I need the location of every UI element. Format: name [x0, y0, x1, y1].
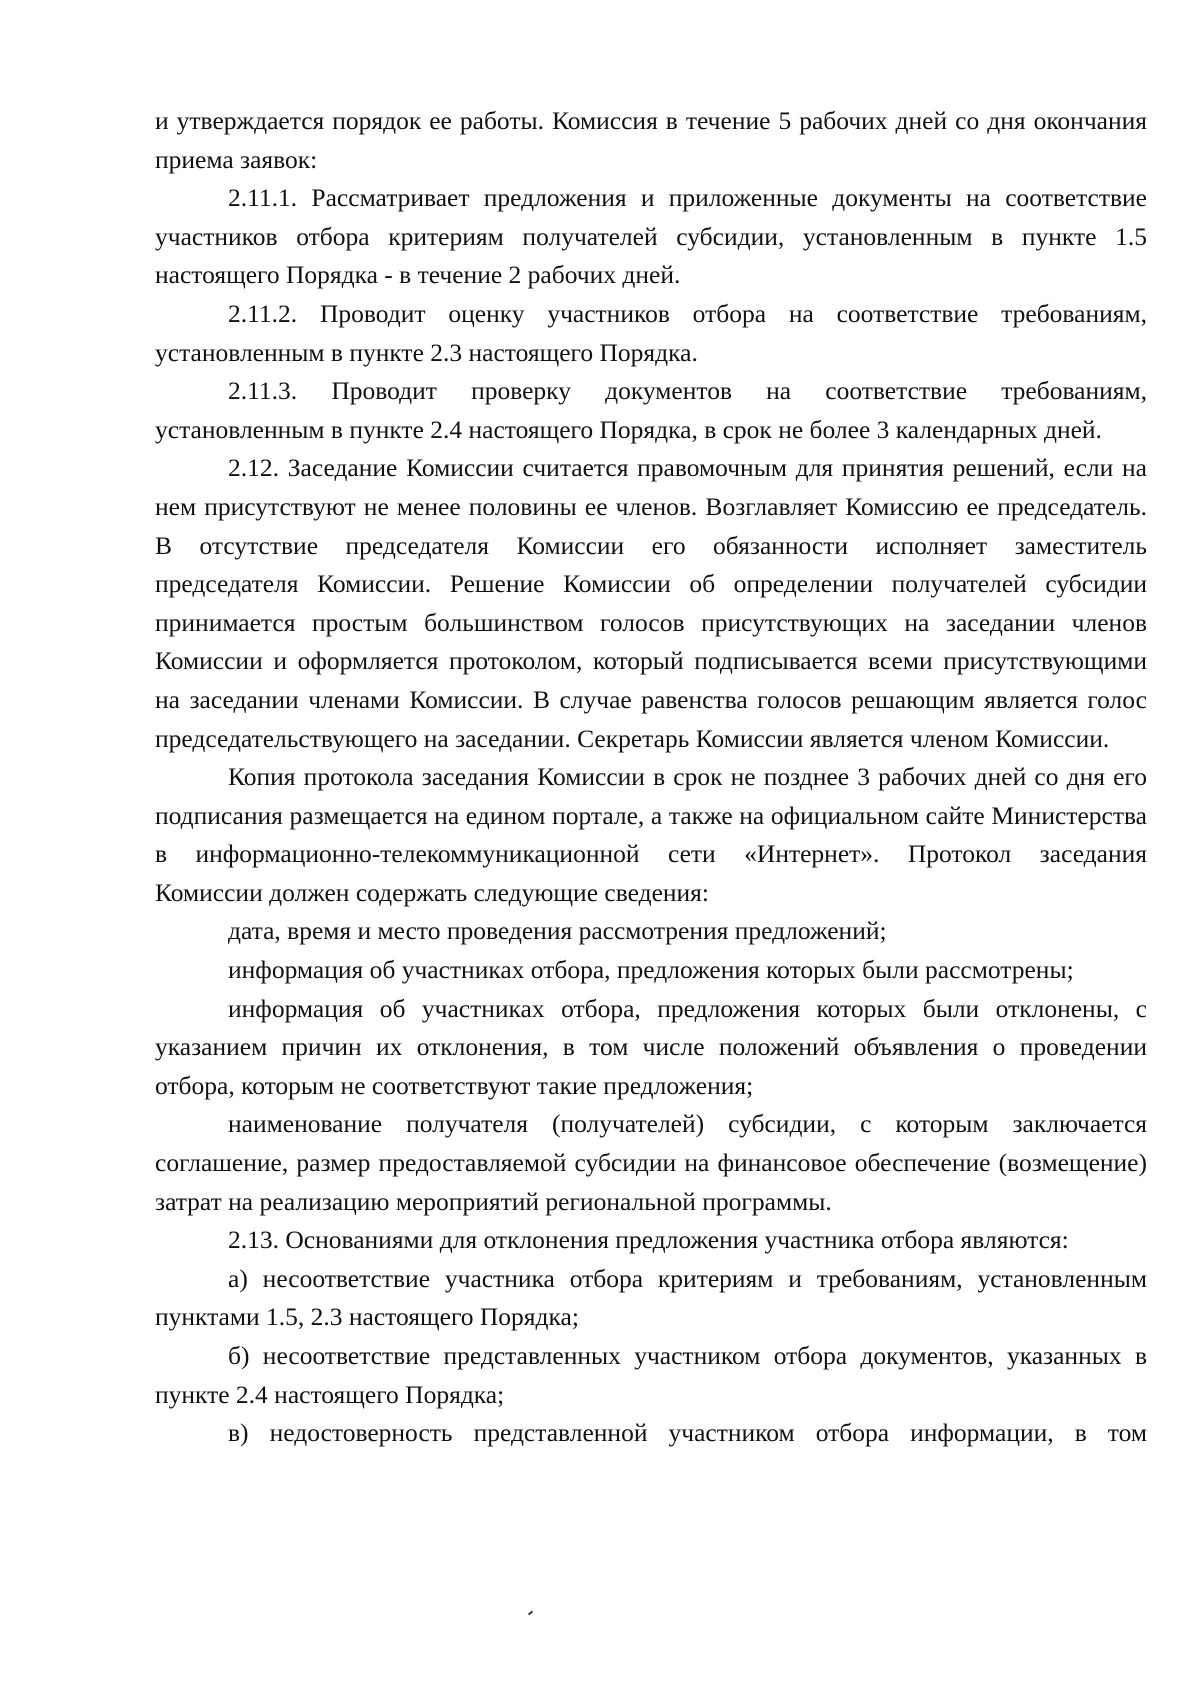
- paragraph-protocol-copy: Копия протокола заседания Комиссии в срок не позднее 3 рабочих дней со дня его подписания размещается на едином портале, а также на официальном сайте Министерства в информационно-телекоммуникационной сети «Интернет». Протокол заседания Комиссии должен содержать следующие сведения:: [155, 762, 1147, 907]
- reason-item-b: б) несоответствие представленных участником отбора документов, указанных в пункте 2.4 настоящего Порядка;: [155, 1341, 1147, 1409]
- protocol-item-considered: информация об участниках отбора, предложения которых были рассмотрены;: [228, 955, 1074, 985]
- protocol-item-recipient: наименование получателя (получателей) субсидии, с которым заключается соглашение, размер предоставляемой субсидии на финансовое обеспечение (возмещение) затрат на реализацию мероприятий региональной программы.: [155, 1109, 1147, 1216]
- paragraph-2-11-1: 2.11.1. Рассматривает предложения и приложенные документы на соответствие участников отбора критериям получателей субсидии, установленным в пункте 1.5 настоящего Порядка - в течение 2 рабочих дней.: [155, 183, 1147, 290]
- reason-item-a: а) несоответствие участника отбора критериям и требованиям, установленным пунктами 1.5, 2.3 настоящего Порядка;: [155, 1263, 1147, 1332]
- paragraph-2-12: 2.12. Заседание Комиссии считается правомочным для принятия решений, если на нем присутствуют не менее половины ее членов. Возглавляет Комиссию ее председатель. В отсутствие председателя Комиссии его обязанности исполняет заместитель председателя Комиссии. Решение Комиссии об определении получателей субсидии принимается простым большинством голосов присутствующих на заседании членов Комиссии и оформляется протоколом, который подписывается всеми присутствующими на заседании членами Комиссии. В случае равенства голосов решающим является голос председательствующего на заседании. Секретарь Комиссии является членом Комиссии.: [155, 453, 1147, 753]
- protocol-item-rejected: информация об участниках отбора, предложения которых были отклонены, с указанием причин их отклонения, в том числе положений объявления о проведении отбора, которым не соответствуют такие предложения;: [155, 993, 1147, 1100]
- document-page: [155, 102, 1147, 1453]
- scan-artifact-mark: [528, 1611, 533, 1616]
- paragraph-2-11-3: 2.11.3. Проводит проверку документов на соответствие требованиям, установленным в пункте 2.4 настоящего Порядка, в срок не более 3 календарных дней.: [155, 376, 1147, 444]
- paragraph-2-11-2: 2.11.2. Проводит оценку участников отбора на соответствие требованиям, установленным в пункте 2.3 настоящего Порядка.: [155, 298, 1147, 367]
- protocol-item-date: дата, время и место проведения рассмотрения предложений;: [228, 916, 887, 946]
- reason-item-v: в) недостоверность представленной участником отбора информации, в том: [228, 1418, 1147, 1448]
- paragraph-1: и утверждается порядок ее работы. Комиссия в течение 5 рабочих дней со дня окончания приема заявок:: [155, 106, 1147, 174]
- paragraph-2-13: 2.13. Основаниями для отклонения предложения участника отбора являются:: [228, 1225, 1069, 1255]
